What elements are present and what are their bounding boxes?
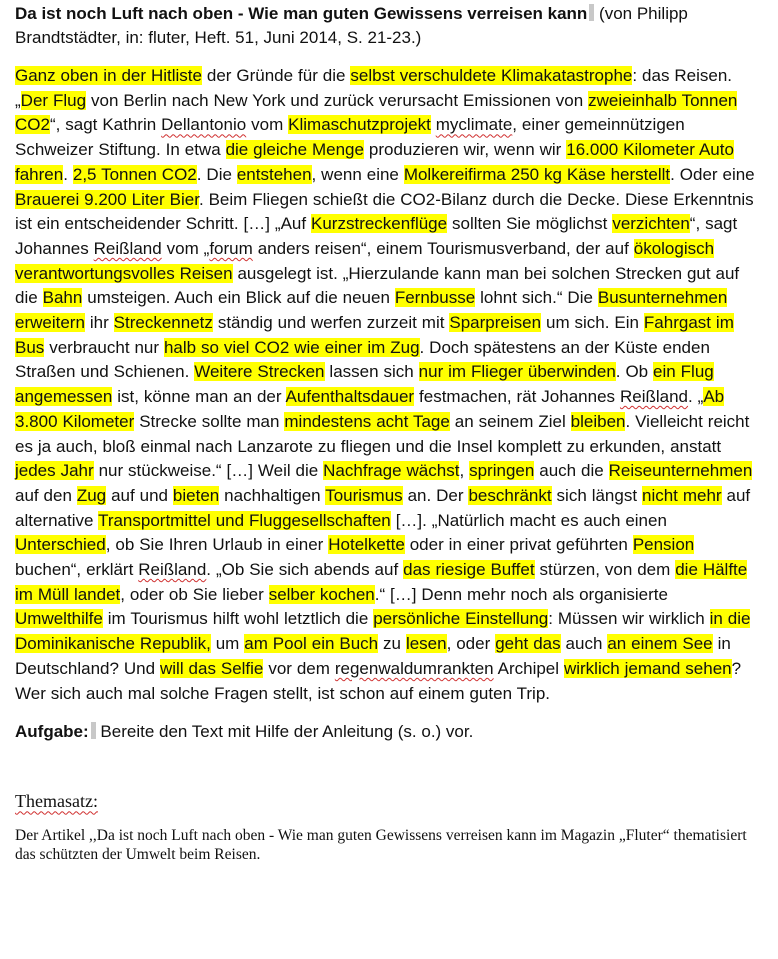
highlighted-phrase: an einem See	[607, 634, 713, 654]
text-run: ihr	[84, 313, 114, 333]
text-run: festmachen, rät Johannes	[414, 387, 620, 407]
highlighted-phrase: bieten	[172, 485, 220, 505]
text-run: verbraucht nur	[44, 337, 164, 357]
spellcheck-word: Reißland	[619, 387, 689, 407]
text-run: von Berlin nach New York und zurück verursacht Emissionen von	[86, 90, 589, 110]
highlighted-phrase: selbst verschuldete Klimakatastrophe	[350, 66, 633, 85]
text-run: . Die	[196, 164, 237, 184]
text-run: . Doch spätestens an der Küste enden Straßen und Schienen.	[15, 337, 710, 382]
highlighted-phrase: das riesige Buffet	[403, 560, 535, 580]
text-run: oder in einer privat geführten	[404, 535, 633, 555]
task-label: Aufgabe:	[15, 722, 89, 742]
text-run: vom	[246, 115, 289, 135]
highlighted-phrase: springen	[469, 461, 535, 481]
text-run: . „Ob Sie sich abends auf	[206, 560, 404, 580]
task-paragraph	[15, 720, 760, 744]
text-run: nachhaltigen	[219, 485, 326, 505]
text-run: an. Der	[402, 485, 469, 505]
highlighted-phrase: geht das	[495, 634, 561, 654]
highlighted-phrase: wirklich jemand sehen	[563, 658, 732, 678]
text-run: : Müssen wir wirklich	[548, 609, 710, 629]
highlighted-phrase: lesen	[405, 634, 447, 654]
highlighted-phrase: Pension	[632, 535, 695, 555]
article-body[interactable]	[15, 64, 760, 706]
text-run: ,	[459, 461, 470, 481]
text-cursor	[589, 4, 594, 21]
highlighted-phrase: Fahrgast im Bus	[15, 313, 734, 357]
highlighted-phrase: 2,5 Tonnen CO2	[72, 164, 197, 184]
highlighted-phrase: beschränkt	[468, 485, 552, 505]
text-cursor-task	[91, 722, 96, 739]
highlighted-phrase: die Hälfte im Müll landet	[15, 560, 748, 604]
highlighted-phrase: Molkereifirma 250 kg Käse herstellt	[403, 164, 671, 184]
text-run: zu	[378, 634, 406, 654]
text-run: Archipel	[493, 658, 564, 678]
text-run: […]. „Natürlich macht es auch einen	[390, 510, 667, 530]
text-run: .“ […] Denn mehr noch als organisierte	[374, 584, 668, 604]
text-run: stürzen, von dem	[534, 560, 676, 580]
highlighted-phrase: persönliche Einstellung	[373, 609, 549, 629]
text-run: “, sagt Johannes	[15, 214, 738, 258]
text-run: um	[210, 634, 245, 654]
text-run: , wenn eine	[311, 164, 404, 184]
highlighted-phrase: Sparpreisen	[449, 313, 542, 333]
text-run: . „	[688, 387, 704, 407]
highlighted-phrase: Reiseunternehmen	[608, 461, 753, 481]
spellcheck-word: Dellantonio	[161, 115, 247, 135]
text-run: , ob Sie Ihren Urlaub in einer	[105, 535, 329, 555]
highlighted-phrase: Brauerei 9.200 Liter Bier	[15, 189, 199, 209]
text-run: vor dem	[263, 658, 335, 678]
text-run: , einer gemeinnützigen Schweizer Stiftung. In etwa	[15, 115, 685, 160]
article-title: Da ist noch Luft nach oben - Wie man guten Gewissens verreisen kann	[15, 4, 588, 23]
highlighted-phrase: Klimaschutzprojekt	[288, 115, 431, 135]
highlighted-phrase: am Pool ein Buch	[244, 634, 379, 654]
highlighted-phrase: nicht mehr	[642, 485, 722, 505]
highlighted-phrase: Ganz oben in der Hitliste	[15, 66, 202, 85]
text-run: ständig und werfen zurzeit mit	[212, 313, 450, 333]
text-run: anders reisen“, einem Tourismusverband, der auf	[252, 238, 634, 258]
text-run: “, sagt Kathrin	[49, 115, 162, 135]
highlighted-phrase: Unterschied	[15, 535, 106, 555]
highlighted-phrase: 16.000 Kilometer Auto fahren	[15, 140, 734, 184]
text-run: , oder ob Sie lieber	[120, 584, 269, 604]
text-run: sich längst	[551, 485, 642, 505]
highlighted-phrase: die gleiche Menge	[225, 140, 364, 160]
highlighted-phrase: Umwelthilfe	[15, 609, 103, 629]
highlighted-phrase: entstehen	[236, 164, 312, 184]
text-run: auf alternative	[15, 485, 751, 530]
highlighted-phrase: Bahn	[42, 288, 83, 308]
text-run: sollten Sie möglichst	[447, 214, 613, 234]
text-run: lohnt sich.“ Die	[475, 288, 598, 308]
highlighted-phrase: in die Dominikanische Republik,	[15, 609, 751, 654]
text-run: .	[63, 164, 73, 184]
text-run: Strecke sollte man	[134, 411, 285, 431]
text-run: in Deutschland? Und	[15, 634, 731, 678]
spellcheck-word: myclimate	[435, 115, 513, 135]
text-run: an seinem Ziel	[449, 411, 571, 431]
thema-label-text: Themasatz:	[15, 791, 98, 812]
highlighted-phrase: zweieinhalb Tonnen CO2	[15, 90, 738, 135]
document-page[interactable]	[15, 0, 760, 864]
highlighted-phrase: ökologisch verantwortungsvolles Reisen	[15, 238, 715, 283]
text-run: um sich. Ein	[541, 313, 644, 333]
text-run: im Tourismus hilft wohl letztlich die	[102, 609, 374, 629]
text-run: . Beim Fliegen schießt die CO2-Bilanz durch die Decke. Diese Erkenntnis ist ein entscheidender Schritt. […] „Auf	[15, 189, 754, 234]
text-run: , oder	[446, 634, 496, 654]
highlighted-phrase: Aufenthaltsdauer	[285, 387, 415, 407]
text-run: : das Reisen. „	[15, 66, 733, 110]
text-run: umsteigen. Auch ein Blick auf die neuen	[82, 288, 395, 308]
highlighted-phrase: nur im Flieger überwinden	[418, 362, 616, 382]
text-run: auf und	[106, 485, 173, 505]
text-run: nur stückweise.“ […] Weil die	[93, 461, 324, 481]
highlighted-phrase: bleiben	[570, 411, 626, 431]
text-run: ausgelegt ist. „Hierzulande kann man bei solchen Strecken gut auf die	[15, 263, 740, 308]
text-run: produzieren wir, wenn wir	[363, 140, 567, 160]
text-run: . Oder eine	[670, 164, 755, 184]
spellcheck-word: regenwaldumrankten	[334, 658, 494, 678]
highlighted-phrase: Transportmittel und Fluggesellschaften	[98, 510, 391, 530]
highlighted-phrase: Zug	[76, 485, 107, 505]
highlighted-phrase: halb so viel CO2 wie einer im Zug	[163, 337, 420, 357]
text-run: auch	[560, 634, 608, 654]
article-source: (von Philipp Brandtstädter, in: fluter, Heft. 51, Juni 2014, S. 21-23.)	[15, 4, 688, 47]
text-run: ist, könne man an der	[112, 387, 286, 407]
text-run: . Vielleicht reicht es ja auch, bloß einmal nach Lanzarote zu fliegen und die Insel komplett zu erkunden, anstatt	[15, 411, 750, 456]
text-run: buchen“, erklärt	[15, 560, 139, 580]
spellcheck-word: Reißland	[138, 560, 207, 580]
thema-text: Der Artikel ,,Da ist noch Luft nach oben - Wie man guten Gewissens verreisen kann im Magazin „Fluter“ thematisiert das schützten der Umwelt beim Reisen.	[15, 827, 747, 864]
text-run: der Gründe für die	[201, 66, 351, 85]
text-run: auch die	[534, 461, 609, 481]
highlighted-phrase: Weitere Strecken	[194, 362, 325, 382]
highlighted-phrase: verzichten	[612, 214, 690, 234]
highlighted-phrase: mindestens acht Tage	[284, 411, 450, 431]
highlighted-phrase: Nachfrage wächst	[323, 461, 460, 481]
text-run: auf den	[15, 485, 77, 505]
article-header	[15, 2, 760, 50]
highlighted-phrase: Der Flug	[20, 90, 87, 110]
spellcheck-word: forum	[209, 238, 253, 258]
highlighted-phrase: Busunternehmen erweitern	[15, 288, 728, 333]
highlighted-phrase: Fernbusse	[394, 288, 476, 308]
highlighted-phrase: ein Flug angemessen	[15, 362, 714, 407]
highlighted-phrase: Streckennetz	[113, 313, 213, 333]
task-text: Bereite den Text mit Hilfe der Anleitung (s. o.) vor.	[100, 722, 474, 742]
text-run: vom „	[161, 238, 210, 258]
spellcheck-word: Reißland	[93, 238, 162, 258]
highlighted-phrase: Hotelkette	[328, 535, 405, 555]
highlighted-phrase: Tourismus	[325, 485, 403, 505]
text-run: lassen sich	[324, 362, 419, 382]
highlighted-phrase: Kurzstreckenflüge	[311, 214, 448, 234]
highlighted-phrase: jedes Jahr	[15, 461, 94, 481]
highlighted-phrase: selber kochen	[268, 584, 375, 604]
text-run: ? Wer sich auch mal solche Fragen stellt, ist schon auf einem guten Trip.	[15, 658, 742, 703]
highlighted-phrase: will das Selfie	[160, 658, 264, 678]
thema-label	[15, 790, 760, 812]
text-run: . Ob	[615, 362, 654, 382]
highlighted-phrase: Ab 3.800 Kilometer	[15, 387, 725, 431]
